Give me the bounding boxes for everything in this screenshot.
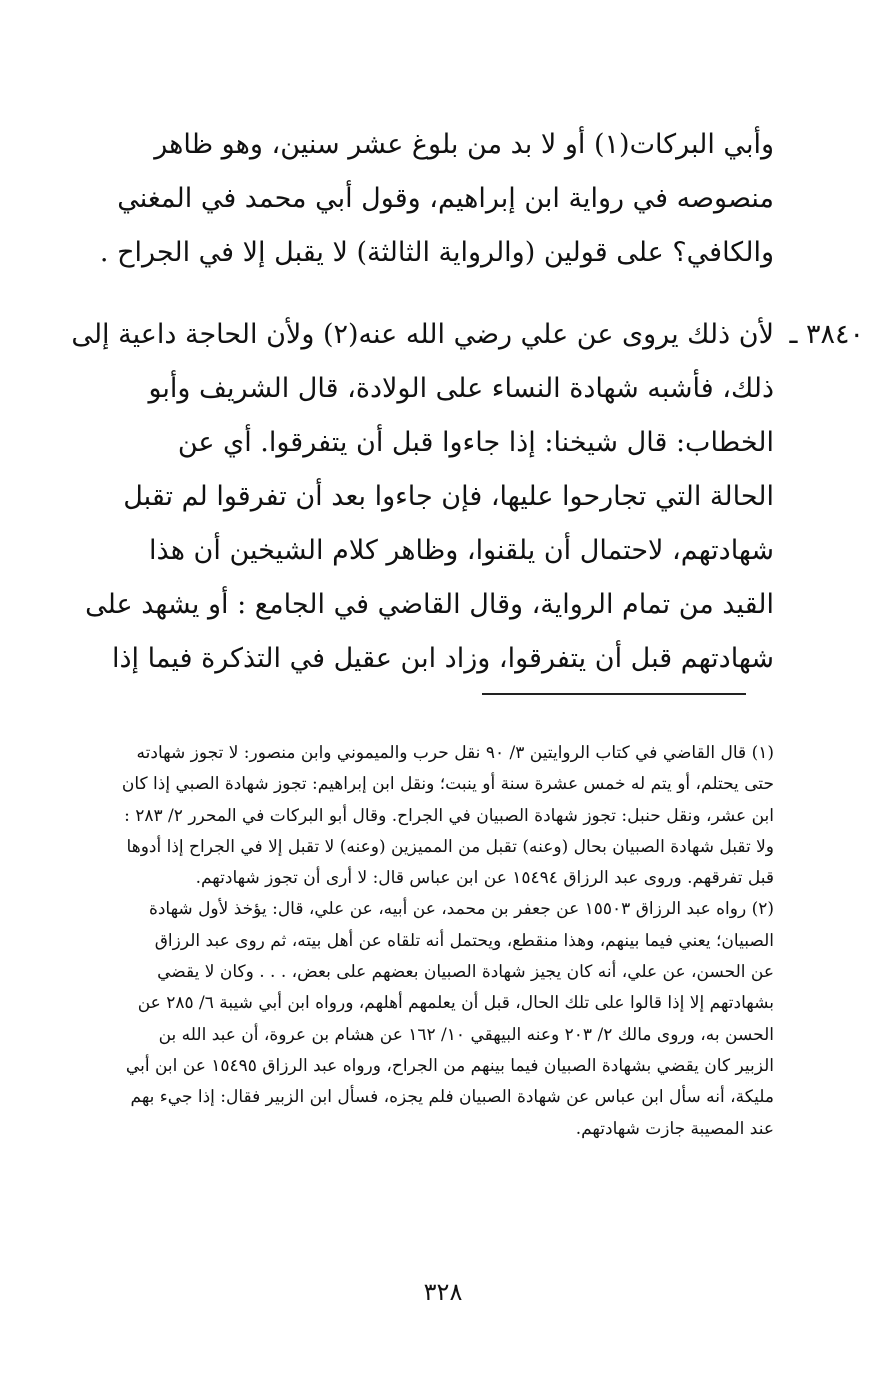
main-text-line: شهادتهم قبل أن يتفرقوا، وزاد ابن عقيل في التذكرة فيما إذا	[111, 643, 774, 674]
footnote-line: (١) قال القاضي في كتاب الروايتين ٣/ ٩٠ نقل حرب والميموني وابن منصور: لا تجوز شهادته	[136, 743, 774, 763]
main-text-line: القيد من تمام الرواية، وقال القاضي في الجامع : أو يشهد على	[85, 589, 774, 620]
page-number: ٣٢٨	[423, 1278, 463, 1306]
main-text-line: الخطاب: قال شيخنا: إذا جاءوا قبل أن يتفرقوا. أي عن	[177, 427, 774, 458]
main-paragraph-1	[99, 118, 774, 280]
footnote-line: مليكة، أنه سأل ابن عباس عن شهادة الصبيان فلم يجزه، فسأل ابن الزبير فقال: إذا جيء بهم	[130, 1087, 774, 1108]
footnotes-section	[102, 738, 774, 1145]
main-text-line: الحالة التي تجارحوا عليها، فإن جاءوا بعد أن تفرقوا لم تقبل	[123, 481, 774, 512]
main-text-line: وأبي البركات(١) أو لا بد من بلوغ عشر سنين، وهو ظاهر	[154, 129, 774, 160]
footnote-line: قبل تفرقهم. وروى عبد الرزاق ١٥٤٩٤ عن ابن عباس قال: لا أرى أن تجوز شهادتهم.	[195, 868, 774, 889]
footnote-line: ابن عشر، ونقل حنبل: تجوز شهادة الصبيان في الجراح. وقال أبو البركات في المحرر ٢/ ٢٨٣ :	[124, 805, 774, 826]
paragraph-spacer	[174, 280, 774, 308]
footnote-line: عند المصيبة جازت شهادتهم.	[575, 1118, 774, 1139]
footnote-line: الزبير كان يقضي بشهادة الصبيان فيما بينهم من الجراح، ورواه عبد الرزاق ١٥٤٩٥ عن ابن أبي	[125, 1055, 774, 1076]
main-text-body	[71, 118, 864, 686]
main-text-line: منصوصه في رواية ابن إبراهيم، وقول أبي محمد في المغني	[117, 183, 774, 214]
main-text-line: لأن ذلك يروى عن علي رضي الله عنه(٢) ولأن الحاجة داعية إلى	[71, 319, 774, 350]
footnote-line: عن الحسن، عن علي، أنه كان يجيز شهادة الصبيان بعضهم على بعض، . . . وكان لا يقضي	[157, 962, 774, 983]
footnote-line: ولا تقبل شهادة الصبيان بحال (وعنه) تقبل من المميزين (وعنه) لا تقبل إلا في الجراح إذا أدوها	[126, 836, 774, 857]
footnote-line: الحسن به، وروى مالك ٢/ ٢٠٣ وعنه البيهقي ١٠/ ١٦٢ عن هشام بن عروة، أن عبد الله بن	[158, 1024, 774, 1045]
main-paragraph-2	[71, 308, 864, 686]
footnote-line: (٢) رواه عبد الرزاق ١٥٥٠٣ عن جعفر بن محمد، عن أبيه، عن علي، قال: يؤخذ لأول شهادة	[148, 899, 774, 920]
footnote-line: الصبيان؛ يعني فيما بينهم، وهذا منقطع، ويحتمل أنه تلقاه عن أهل بيته، ثم روى عبد الرزاق	[154, 930, 774, 951]
paragraph-number: ٣٨٤٠ ـ	[789, 319, 864, 350]
footnote-divider	[482, 693, 746, 695]
footnote-line: بشهادتهم إلا إذا قالوا على تلك الحال، قبل أن يعلمهم أهلهم، ورواه ابن أبي شيبة ٦/ ٢٨٥ عن	[137, 993, 774, 1014]
main-text-line: ذلك، فأشبه شهادة النساء على الولادة، قال الشريف وأبو	[148, 373, 774, 404]
main-text-line: والكافي؟ على قولين (والرواية الثالثة) لا يقبل إلا في الجراح .	[99, 237, 774, 268]
main-text-line: شهادتهم، لاحتمال أن يلقنوا، وظاهر كلام الشيخين أن هذا	[149, 535, 774, 566]
footnote-line: حتى يحتلم، أو يتم له خمس عشرة سنة أو ينبت؛ ونقل ابن إبراهيم: تجوز شهادة الصبي إذا كان	[121, 774, 774, 795]
